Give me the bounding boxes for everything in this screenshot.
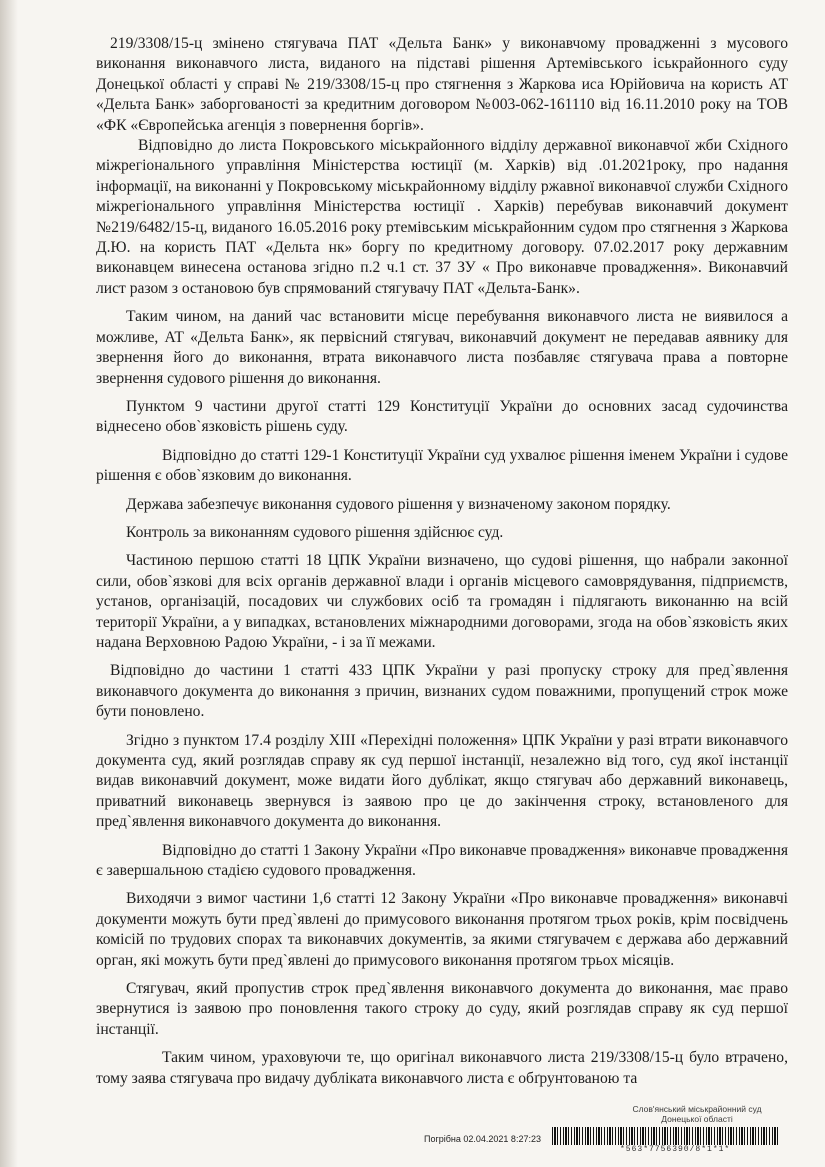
paragraph-12: Виходячи з вимог частини 1,6 статті 12 Закону України «Про виконавче провадження» виконавчі документи можуть бути пред`явлені до примусового виконання протягом трьох років, крім посвідчень комісій по трудових спорах та виконавчих документів, за якими стягувачем є держава або державний орган, які можуть бути пред`явлені до примусового виконання протягом трьох місяців. xyxy=(96,890,788,969)
document-footer xyxy=(424,1104,784,1154)
paragraph-13: Стягувач, який пропустив строк пред`явлення виконавчого документа до виконання, має право звернутися із заявою про поновлення такого строку до суду, який розглядав справу як суд першої інстанції. xyxy=(96,980,788,1038)
paragraph-7: Контроль за виконанням судового рішення здійснює суд. xyxy=(126,523,504,541)
barcode xyxy=(552,1127,780,1145)
paragraph-8: Частиною першою статті 18 ЦПК України визначено, що судові рішення, що набрали законної сили, обов`язкові для всіх органів державної влади і органів місцевого самоврядування, підприємств, установ, організацій, посадових чи службових осіб та громадян і підлягають виконанню на всій території України, а у випадках, встановлених міжнародними договорами, згода на обов`язковість яких надана Верховною Радою України, - і за її межами. xyxy=(96,552,788,651)
scan-edge-shadow xyxy=(0,0,18,1167)
paragraph-6: Держава забезпечує виконання судового рішення у визначеному законом порядку. xyxy=(126,495,671,513)
print-info: Погрібна 02.04.2021 8:27:23 xyxy=(424,1134,541,1144)
paragraph-4: Пунктом 9 частини другої статті 129 Конституції України до основних засад судочинства віднесено обов`язковість рішень суду. xyxy=(96,397,788,436)
paragraph-11: Відповідно до статті 1 Закону України «Про виконавче провадження» виконавче провадження є завершальною стадією судового провадження. xyxy=(96,841,788,880)
paragraph-5: Відповідно до статті 129-1 Конституції України суд ухвалює рішення іменем України і судове рішення є обов`язковим до виконання. xyxy=(96,446,788,485)
paragraph-10: Згідно з пунктом 17.4 розділу XIII «Перехідні положення» ЦПК України у разі втрати виконавчого документа суд, який розглядав справу як суд першої інстанції, незалежно від того, суд якої інстанції видав виконавчий документ, може видати його дублікат, якщо стягувач або державний виконавець, приватний виконавець звернувся із заявою про це до закінчення строку, встановленого для пред`явлення виконавчого документа до виконання. xyxy=(96,731,788,831)
paragraph-14: Таким чином, ураховуючи те, що оригінал виконавчого листа 219/3308/15-ц було втрачено, тому заява стягувача про видачу дубліката виконавчого листа є обґрунтованою та xyxy=(96,1049,788,1087)
paragraph-3: Таким чином, на даний час встановити місце перебування виконавчого листа не виявилося а можливе, АТ «Дельта Банк», як первісний стягувач, виконавчий документ не передавав аявнику для звернення його до виконання, втрата виконавчого листа позбавляє стягувача права а повторне звернення судового рішення до виконання. xyxy=(96,308,788,387)
paragraph-1: 219/3308/15-ц змінено стягувача ПАТ «Дельта Банк» у виконавчому провадженні з мусового виконання виконавчого листа, виданого на підставі рішення Артемівського іськрайонного суду Донецької області у справі № 219/3308/15-ц про стягнення з Жаркова иса Юрійовича на користь АТ «Дельта Банк» заборгованості за кредитним договором №003-062-161110 від 16.11.2010 року на ТОВ «ФК «Європейська агенція з повернення боргів». xyxy=(96,35,788,134)
barcode-number: *563*7756390/8*1*1* xyxy=(620,1145,731,1154)
paragraph-9: Відповідно до частини 1 статті 433 ЦПК України у разі пропуску строку для пред`явлення виконавчого документа до виконання з причин, визнаних судом поважними, пропущений строк може бути поновлено. xyxy=(96,662,788,721)
document-body xyxy=(96,34,788,1089)
stamp-line-1: Слов'янський міськрайонний суд xyxy=(632,1104,762,1114)
court-stamp xyxy=(602,1104,792,1124)
paragraph-2: Відповідно до листа Покровського міськрайонного відділу державної виконавчої жби Східного міжрегіонального управління Міністерства юстиції (м. Харків) від .01.2021року, про надання інформації, на виконанні у Покровському міськрайонному відділу ржавної виконавчої служби Східного міжрегіонального управління Міністерства юстиції . Харків) перебував виконавчий документ №219/6482/15-ц, виданого 16.05.2016 року ртемівським міськрайонним судом про стягнення з Жаркова Д.Ю. на користь ПАТ «Дельта нк» боргу по кредитному договору. 07.02.2017 року державним виконавцем винесена останова згідно п.2 ч.1 ст. 37 ЗУ « Про виконавче провадження». Виконавчий лист разом з остановою був спрямований стягувачу ПАТ «Дельта-Банк». xyxy=(96,137,788,297)
stamp-line-2: Донецької області xyxy=(661,1114,733,1124)
